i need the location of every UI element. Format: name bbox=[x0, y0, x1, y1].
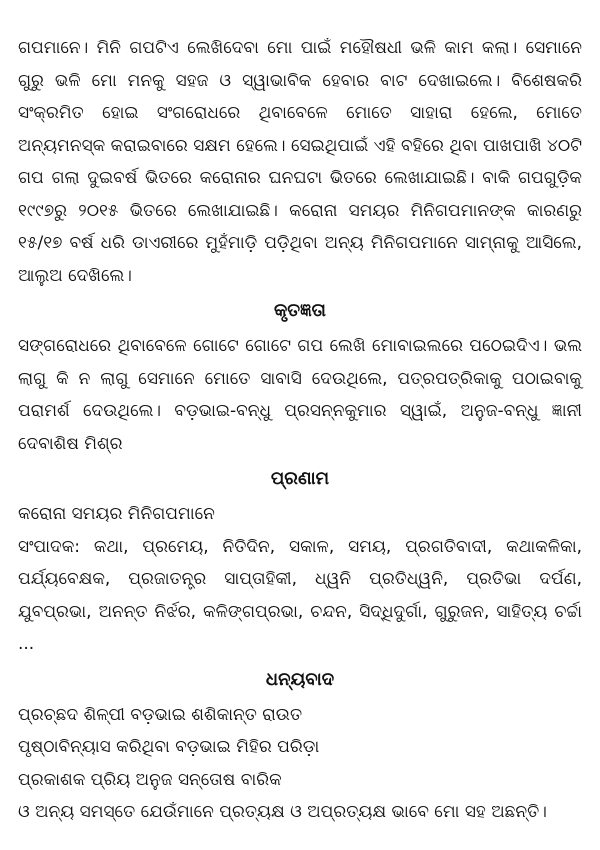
thanks-line: ଓ ଅନ୍ୟ ସମସ୍ତେ ଯେଉଁମାନେ ପ୍ରତ୍ୟକ୍ଷ ଓ ଅପ୍ରତ୍ୟକ୍ଷ ଭାବେ ମୋ ସହ ଅଛନ୍ତି। bbox=[18, 802, 547, 822]
salutation-editors-paragraph: ସଂପାଦକ: କଥା, ପ୍ରମେୟ, ନିତିଦିନ, ସକାଳ, ସମୟ, ପ୍ରଗତିବାଦୀ, କଥାକଳିକା, ପର୍ଯ୍ୟବେକ୍ଷକ, ପ୍ରଜାତନ୍ତ୍ର ସାପ୍ତାହିକୀ, ଧ୍ୱନି ପ୍ରତିଧ୍ୱନି, ପ୍ରତିଭା ଦର୍ପଣ, ଯୁବପ୍ରଭା, ଅନନ୍ତ ନିର୍ଝର, କଳିଙ୍ଗପ୍ରଭା, ଚନ୍ଦନ, ସିଦ୍ଧିଦୁର୍ଗା, ଗୁରୁଜନ, ସାହିତ୍ୟ ଚର୍ଚ୍ଚା ... bbox=[18, 536, 582, 654]
salutation-heading: ପ୍ରଣାମ bbox=[270, 468, 330, 489]
thanks-line: ପ୍ରଚ୍ଛଦ ଶିଳ୍ପୀ ବଡ଼ଭାଇ ଶଶିକାନ୍ତ ରାଉତ bbox=[18, 704, 303, 725]
intro-paragraph: ଗପମାନେ। ମିନି ଗପଟିଏ ଲେଖିଦେବା ମୋ ପାଇଁ ମହୌଷଧୀ ଭଳି କାମ କଲା। ସେମାନେ ଗୁରୁ ଭଳି ମୋ ମନକୁ ସହଜ ଓ ସ୍ୱାଭାବିକ ହେବାର ବାଟ ଦେଖାଇଲେ। ବିଶେଷକରି ସଂକ୍ରମିତ ହୋଇ ସଂଗରୋଧରେ ଥିବାବେଳେ ମୋତେ ସାହାରା ହେଲେ, ମୋତେ ଅନ୍ୟମନସ୍କ କରାଇବାରେ ସକ୍ଷମ ହେଲେ। ସେଇଥିପାଇଁ ଏହି ବହିରେ ଥିବା ପାଖପାଖି ୪୦ଟି ଗପ ଗଲା ଦୁଇବର୍ଷ ଭିତରେ କରୋନାର ଘନଘଟା ଭିତରେ ଲେଖାଯାଇଛି। ବାକି ଗପଗୁଡ଼ିକ ୧୯୯୭ରୁ ୨୦୧୫ ଭିତରେ ଲେଖାଯାଇଛି। କରୋନା ସମୟର ମିନିଗପମାନଙ୍କ କାରଣରୁ ୧୫/୧୭ ବର୍ଷ ଧରି ଡାଏରୀରେ ମୁହଁମାଡ଼ି ପଡ଼ିଥିବା ଅନ୍ୟ ମିନିଗପମାନେ ସାମ୍ନାକୁ ଆସିଲେ, ଆଲୁଅ ଦେଖିଲେ। bbox=[18, 38, 582, 286]
thanks-line: ପୃଷ୍ଠାବିନ୍ୟାସ କରିଥିବା ବଡ଼ଭାଇ ମିହିର ପରିଡ଼ା bbox=[18, 737, 320, 757]
gratitude-paragraph: ସଙ୍ଗରୋଧରେ ଥିବାବେଳେ ଗୋଟେ ଗୋଟେ ଗପ ଲେଖି ମୋବାଇଲରେ ପଠେଇଦିଏ। ଭଲ ଲାଗୁ କି ନ ଲାଗୁ ସେମାନେ ମୋତେ ସାବାସି ଦେଉଥିଲେ, ପତ୍ରପତ୍ରିକାକୁ ପଠାଇବାକୁ ପରାମର୍ଶ ଦେଉଥିଲେ। ବଡ଼ଭାଇ-ବନ୍ଧୁ ପ୍ରସନ୍ନକୁମାର ସ୍ୱାଇଁ, ଅନୁଜ-ବନ୍ଧୁ ଜ୍ଞାନୀ ଦେବାଶିଷ ମିଶ୍ର bbox=[18, 336, 582, 454]
thanks-heading: ଧନ୍ୟବାଦ bbox=[265, 668, 335, 690]
salutation-line: କରୋନା ସମୟର ମିନିଗପମାନେ bbox=[18, 504, 215, 524]
thanks-line: ପ୍ରକାଶକ ପ୍ରିୟ ଅନୁଜ ସନ୍ତୋଷ ବାରିକ bbox=[18, 769, 282, 790]
gratitude-heading: କୃତଜ୍ଞତା bbox=[274, 300, 326, 321]
